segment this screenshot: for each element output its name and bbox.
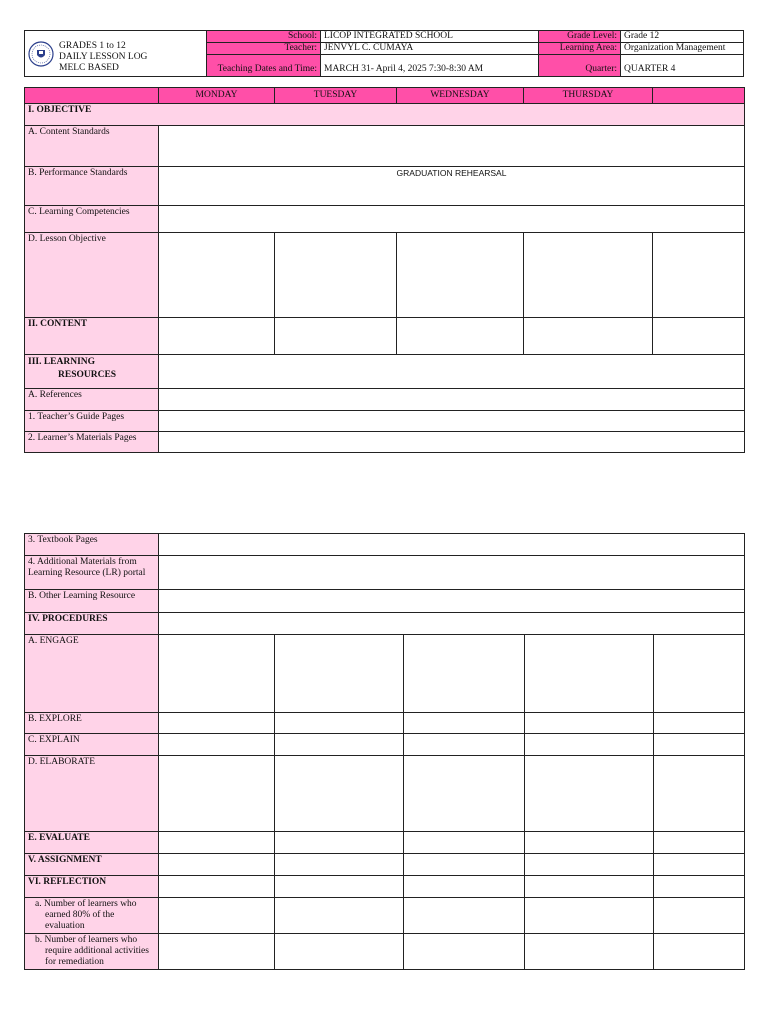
procedures-cell [159,613,745,635]
lesson-objective-monday [159,233,275,318]
explore-thursday [525,713,654,734]
evaluate-label: E. EVALUATE [25,832,159,854]
header-table [24,30,744,77]
reflection-wednesday [404,876,525,898]
engage-label: A. ENGAGE [25,635,159,713]
procedures-row [25,613,745,635]
content-label: II. CONTENT [25,318,159,355]
elaborate-label: D. ELABORATE [25,756,159,832]
teaching-dates-value: MARCH 31- April 4, 2025 7:30-8:30 AM [321,55,539,76]
melc-based-text: MELC BASED [59,63,119,73]
explain-tuesday [275,734,404,756]
assignment-label: V. ASSIGNMENT [25,854,159,876]
engage-tuesday [275,635,404,713]
engage-thursday [525,635,654,713]
reflection-b-tuesday [275,934,404,970]
learning-resources-line2: RESOURCES [58,370,117,380]
procedures-label: IV. PROCEDURES [25,613,159,635]
reflection-tuesday [275,876,404,898]
content-standards-cell [159,126,745,167]
evaluate-thursday [525,832,654,854]
learners-materials-row [25,432,745,453]
explore-friday [654,713,745,734]
other-resource-cell [159,590,745,613]
engage-friday [654,635,745,713]
explain-row [25,734,745,756]
reflection-b-wednesday [404,934,525,970]
reflection-monday [159,876,275,898]
assignment-wednesday [404,854,525,876]
learners-materials-label: 2. Learner’s Materials Pages [25,432,159,453]
day-friday [653,88,745,104]
lesson-log-table-page2 [24,533,745,970]
explore-wednesday [404,713,525,734]
day-monday: MONDAY [159,88,275,104]
engage-monday [159,635,275,713]
learners-materials-cell [159,432,745,453]
explore-monday [159,713,275,734]
content-thursday [524,318,653,355]
content-wednesday [397,318,524,355]
lesson-objective-label: D. Lesson Objective [25,233,159,318]
content-tuesday [275,318,397,355]
elaborate-tuesday [275,756,404,832]
assignment-thursday [525,854,654,876]
engage-row [25,635,745,713]
textbook-label: 3. Textbook Pages [25,534,159,556]
explore-label: B. EXPLORE [25,713,159,734]
references-label: A. References [25,389,159,411]
explore-row [25,713,745,734]
additional-materials-label: 4. Additional Materials from Learning Resource (LR) portal [25,556,159,590]
reflection-a-label: a. Number of learners who earned 80% of the evaluation [25,898,159,934]
teacher-value: JENVYL C. CUMAYA [321,43,539,55]
learning-resources-cell [159,355,745,389]
reflection-row [25,876,745,898]
performance-standards-label: B. Performance Standards [25,167,159,206]
learning-resources-row [25,355,745,389]
grade-level-label: Grade Level: [539,31,621,43]
reflection-a-friday [654,898,745,934]
learning-competencies-cell [159,206,745,233]
school-label: School: [207,31,321,43]
explain-monday [159,734,275,756]
lesson-objective-thursday [524,233,653,318]
learning-competencies-label: C. Learning Competencies [25,206,159,233]
lesson-log-table-page1 [24,87,745,453]
reflection-b-label: b. Number of learners who require additional activities for remediation [25,934,159,970]
lesson-objective-friday [653,233,745,318]
reflection-a-thursday [525,898,654,934]
teacher-label: Teacher: [207,43,321,55]
explore-tuesday [275,713,404,734]
reflection-label: VI. REFLECTION [25,876,159,898]
reflection-thursday [525,876,654,898]
evaluate-friday [654,832,745,854]
textbook-row [25,534,745,556]
days-header-row [25,88,745,104]
evaluate-wednesday [404,832,525,854]
engage-wednesday [404,635,525,713]
reflection-friday [654,876,745,898]
explain-wednesday [404,734,525,756]
teachers-guide-cell [159,411,745,432]
teachers-guide-label: 1. Teacher’s Guide Pages [25,411,159,432]
objective-section: I. OBJECTIVE [25,104,745,126]
reflection-a-tuesday [275,898,404,934]
reflection-a-monday [159,898,275,934]
additional-materials-row [25,556,745,590]
learning-area-value: Organization Management [621,43,743,55]
objective-row [25,104,745,126]
assignment-tuesday [275,854,404,876]
evaluate-tuesday [275,832,404,854]
day-thursday: THURSDAY [524,88,653,104]
reflection-a-wednesday [404,898,525,934]
reflection-b-friday [654,934,745,970]
explain-label: C. EXPLAIN [25,734,159,756]
learning-area-label: Learning Area: [539,43,621,55]
assignment-monday [159,854,275,876]
content-friday [653,318,745,355]
elaborate-thursday [525,756,654,832]
teachers-guide-row [25,411,745,432]
reflection-b-monday [159,934,275,970]
explain-thursday [525,734,654,756]
content-monday [159,318,275,355]
reflection-b-thursday [525,934,654,970]
elaborate-monday [159,756,275,832]
school-value: LICOP INTEGRATED SCHOOL [321,31,539,43]
reflection-b-row [25,934,745,970]
day-tuesday: TUESDAY [275,88,397,104]
other-resource-label: B. Other Learning Resource [25,590,159,613]
days-header-blank [25,88,159,104]
graduation-rehearsal-text: GRADUATION REHEARSAL [396,168,507,178]
evaluate-row [25,832,745,854]
content-row [25,318,745,355]
assignment-friday [654,854,745,876]
elaborate-wednesday [404,756,525,832]
learning-competencies-row [25,206,745,233]
grade-level-value: Grade 12 [621,31,743,43]
header-logo-cell [25,31,207,76]
grades-text: GRADES 1 to 12 [59,41,126,51]
daily-lesson-log-text: DAILY LESSON LOG [59,52,148,62]
lesson-objective-tuesday [275,233,397,318]
content-standards-label: A. Content Standards [25,126,159,167]
learning-resources-label [25,355,159,389]
elaborate-row [25,756,745,832]
content-standards-row [25,126,745,167]
deped-seal-icon [28,41,54,67]
additional-materials-cell [159,556,745,590]
performance-standards-row [25,167,745,206]
assignment-row [25,854,745,876]
day-wednesday: WEDNESDAY [397,88,524,104]
explain-friday [654,734,745,756]
elaborate-friday [654,756,745,832]
quarter-label: Quarter: [539,55,621,76]
lesson-objective-wednesday [397,233,524,318]
references-cell [159,389,745,411]
learning-resources-line1: III. LEARNING [28,357,96,367]
reflection-a-row [25,898,745,934]
textbook-cell [159,534,745,556]
teaching-dates-label: Teaching Dates and Time: [207,55,321,76]
performance-standards-cell [159,167,745,206]
other-resource-row [25,590,745,613]
lesson-objective-row [25,233,745,318]
references-row [25,389,745,411]
quarter-value: QUARTER 4 [624,64,676,74]
evaluate-monday [159,832,275,854]
